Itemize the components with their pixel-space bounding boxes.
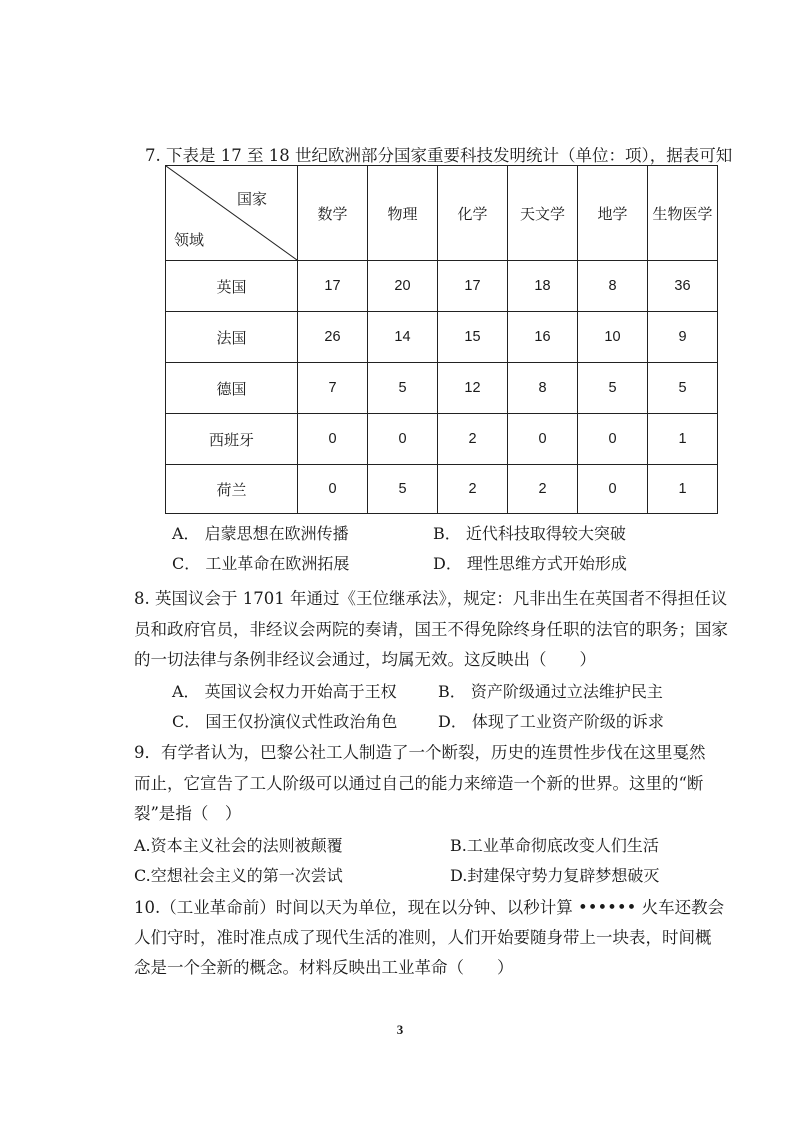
table-cell: 1 [648,414,718,465]
q7-option-c[interactable]: C． 工业革命在欧洲拓展 [172,554,350,573]
table-header: 数学 [298,166,368,261]
table-row [166,261,718,312]
table-header: 物理 [368,166,438,261]
table-cell: 0 [508,414,578,465]
q8-option-a[interactable]: A． 英国议会权力开始高于王权 [172,682,397,701]
table-cell: 15 [438,312,508,363]
page-number: 3 [396,1022,404,1037]
q7-option-d[interactable]: D． 理性思维方式开始形成 [433,554,627,573]
table-cell: 1 [648,465,718,514]
q9-option-d[interactable]: D.封建保守势力复辟梦想破灭 [450,866,660,885]
q9-option-a[interactable]: A.资本主义社会的法则被颠覆 [134,836,343,855]
table-cell: 18 [508,261,578,312]
table-cell: 0 [368,414,438,465]
q7-option-b[interactable]: B． 近代科技取得较大突破 [433,524,626,543]
q8-option-d[interactable]: D． 体现了工业资产阶级的诉求 [438,712,664,731]
q9-option-b[interactable]: B.工业革命彻底改变人们生活 [450,836,659,855]
row-country: 西班牙 [166,414,298,465]
q8-option-c[interactable]: C． 国王仅扮演仪式性政治角色 [172,712,398,731]
q8-line-2: 员和政府官员，非经议会两院的奏请，国王不得免除终身任职的法官的职务；国家 [134,620,728,639]
table-cell: 14 [368,312,438,363]
table-cell: 12 [438,363,508,414]
table-cell: 8 [578,261,648,312]
table-cell: 5 [368,465,438,514]
table-row [166,363,718,414]
table-cell: 17 [438,261,508,312]
table-cell: 0 [578,414,648,465]
table-cell: 2 [438,414,508,465]
statistics-table [165,165,718,514]
row-country: 法国 [166,312,298,363]
row-country: 英国 [166,261,298,312]
table-corner-cell [166,166,298,261]
table-cell: 5 [368,363,438,414]
table-cell: 0 [298,465,368,514]
q8-option-b[interactable]: B． 资产阶级通过立法维护民主 [438,682,663,701]
table-cell: 9 [648,312,718,363]
table-cell: 26 [298,312,368,363]
q9-line-1: 9．有学者认为，巴黎公社工人制造了一个断裂，历史的连贯性步伐在这里戛然 [134,743,706,762]
row-country: 德国 [166,363,298,414]
table-row [166,312,718,363]
table-cell: 5 [578,363,648,414]
q8-line-1: 8. 英国议会于 1701 年通过《王位继承法》，规定：凡非出生在英国者不得担任议 [134,589,728,608]
q10-line-3: 念是一个全新的概念。材料反映出工业革命（ ） [134,958,514,977]
q10-line-2: 人们守时，准时准点成了现代生活的准则，人们开始要随身带上一块表，时间概 [134,928,712,947]
table-cell: 20 [368,261,438,312]
table-cell: 7 [298,363,368,414]
table-cell: 2 [438,465,508,514]
table-cell: 0 [298,414,368,465]
table-header: 化学 [438,166,508,261]
q7-option-a[interactable]: A． 启蒙思想在欧洲传播 [172,524,349,543]
table-cell: 5 [648,363,718,414]
q10-line-1: 10.（工业革命前）时间以天为单位，现在以分钟、以秒计算 •••••• 火车还教会 [134,898,725,917]
table-cell: 8 [508,363,578,414]
q9-line-3: 裂”是指（ ） [134,804,242,823]
table-cell: 2 [508,465,578,514]
table-row [166,465,718,514]
corner-row-label: 领域 [174,231,205,249]
q8-line-3: 的一切法律与条例非经议会通过，均属无效。这反映出（ ） [134,650,596,669]
row-country: 荷兰 [166,465,298,514]
table-cell: 16 [508,312,578,363]
q9-option-c[interactable]: C.空想社会主义的第一次尝试 [134,866,343,885]
table-header: 天文学 [508,166,578,261]
table-header: 生物医学 [648,166,718,261]
table-cell: 10 [578,312,648,363]
table-cell: 36 [648,261,718,312]
q9-line-2: 而止，它宣告了工人阶级可以通过自己的能力来缔造一个新的世界。这里的“断 [134,774,704,793]
q7-stem: 7. 下表是 17 至 18 世纪欧洲部分国家重要科技发明统计（单位：项），据表可知 [145,146,733,165]
table-row [166,414,718,465]
table-cell: 0 [578,465,648,514]
table-header: 地学 [578,166,648,261]
corner-col-label: 国家 [236,190,267,208]
table-cell: 17 [298,261,368,312]
